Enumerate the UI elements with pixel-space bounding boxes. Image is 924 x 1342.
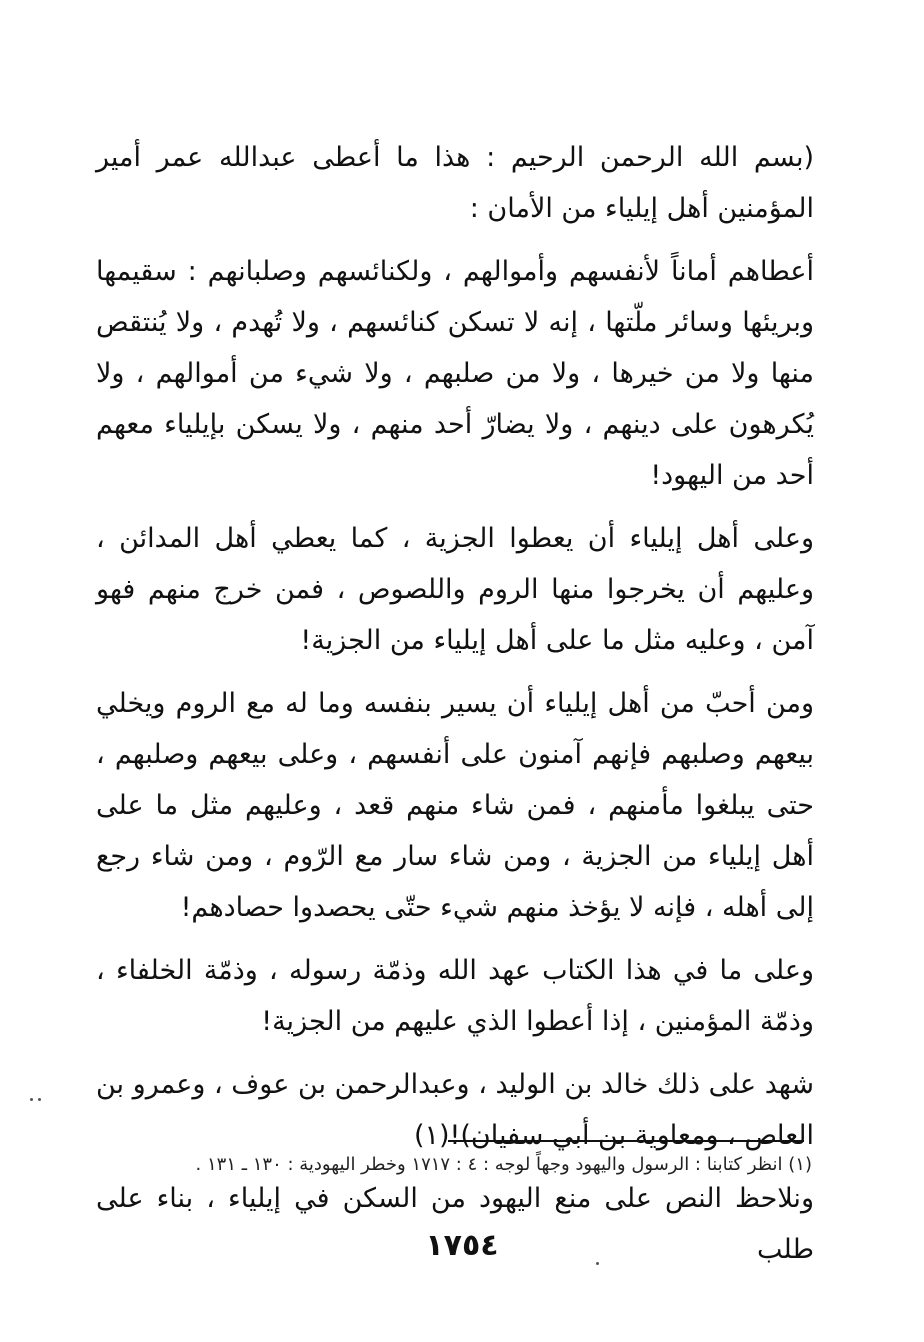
paragraph-document-opening: (بسم الله الرحمن الرحيم : هذا ما أعطى عبدالله عمر أمير المؤمنين أهل إيلياء من الأمان : — [96, 142, 814, 224]
footnote-divider — [448, 1140, 804, 1142]
paragraph-departure-terms: ومن أحبّ من أهل إيلياء أن يسير بنفسه وما له مع الروم ويخلي بيعهم وصلبهم فإنهم آمنون على أنفسهم ، وعلى بيعهم وصلبهم ، حتى يبلغوا مأمنهم ، فمن شاء منهم قعد ، وعليهم مثل ما على أهل إيلياء من الجزية ، ومن شاء سار مع الرّوم ، ومن شاء رجع إلى أهله ، فإنه لا يؤخذ منهم شيء حتّى يحصدوا حصادهم! — [96, 688, 814, 923]
margin-speck — [38, 1098, 41, 1101]
body-text — [96, 132, 814, 1287]
paragraph-commentary: ونلاحظ النص على منع اليهود من السكن في إيلياء ، بناء على طلب — [96, 1183, 814, 1265]
paragraph-witnesses: شهد على ذلك خالد بن الوليد ، وعبدالرحمن بن عوف ، وعمرو بن العاص ، ومعاوية بن أبي سفيان)!(١) — [96, 1069, 814, 1151]
margin-speck — [30, 1098, 33, 1101]
paragraph-jizya-terms: وعلى أهل إيلياء أن يعطوا الجزية ، كما يعطي أهل المدائن ، وعليهم أن يخرجوا منها الروم واللصوص ، فمن خرج منهم فهو آمن ، وعليه مثل ما على أهل إيلياء من الجزية! — [96, 523, 814, 656]
page-number: ١٧٥٤ — [425, 1228, 499, 1263]
paragraph-safety-guarantee: أعطاهم أماناً لأنفسهم وأموالهم ، ولكنائسهم وصلبانهم : سقيمها وبريئها وسائر ملّتها ، إنه لا تسكن كنائسهم ، ولا تُهدم ، ولا يُنتقص منها ولا من خيرها ، ولا من صلبهم ، ولا شيء من أموالهم ، ولا يُكرهون على دينهم ، ولا يضارّ أحد منهم ، ولا يسكن بإيلياء معهم أحد من اليهود! — [96, 256, 814, 491]
footnote: (١) انظر كتابنا : الرسول واليهود وجهاً لوجه : ٤ : ١٧١٧ وخطر اليهودية : ١٣٠ ـ ١٣١ . — [195, 1154, 812, 1175]
paragraph-covenant-of-god: وعلى ما في هذا الكتاب عهد الله وذمّة رسوله ، وذمّة الخلفاء ، وذمّة المؤمنين ، إذا أعطوا الذي عليهم من الجزية! — [96, 955, 814, 1037]
margin-speck — [596, 1262, 599, 1265]
